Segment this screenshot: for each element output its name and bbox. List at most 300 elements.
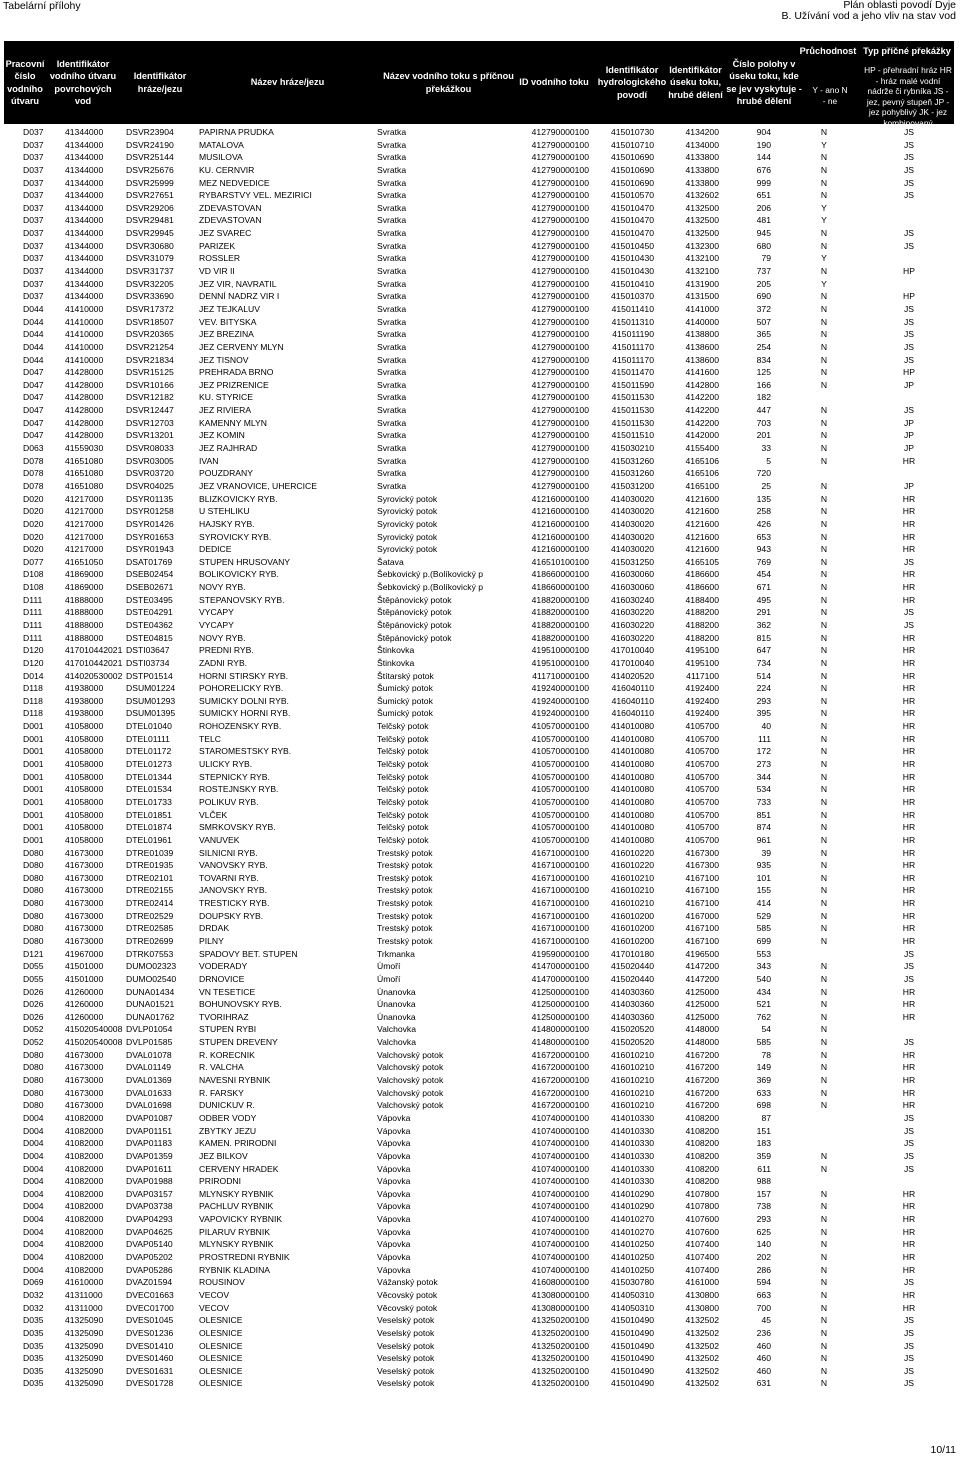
- cell-stream-name: Telčský potok: [377, 721, 429, 732]
- cell-obstacle-type: HR: [902, 1214, 916, 1225]
- cell-work-number: D044: [23, 316, 44, 327]
- cell-weir-name: MUSILOVA: [199, 152, 243, 163]
- table-row: [4, 1112, 954, 1125]
- cell-weir-name: DRNOVICE: [199, 973, 245, 984]
- table-row: [4, 973, 954, 986]
- cell-stream-id: 412160000100: [531, 531, 589, 542]
- cell-work-number: D037: [23, 215, 44, 226]
- cell-obstacle-type: JS: [903, 1112, 915, 1123]
- cell-obstacle-type: HR: [902, 796, 916, 807]
- cell-obstacle-type: JS: [903, 1327, 915, 1338]
- cell-passability: Y: [821, 253, 827, 264]
- cell-obstacle-type: JS: [903, 190, 915, 201]
- cell-stream-name: Veselský potok: [377, 1365, 435, 1376]
- cell-obstacle-type: HP: [903, 291, 915, 302]
- cell-passability: N: [820, 860, 828, 871]
- cell-position-number: 460: [756, 1340, 771, 1351]
- cell-work-number: D069: [23, 1277, 44, 1288]
- cell-section-id: 4125000: [685, 1011, 719, 1022]
- cell-stream-name: Trestský potok: [377, 936, 433, 946]
- cell-weir-name: NOVY RYB.: [199, 632, 246, 643]
- cell-weir-id: DVAP05286: [126, 1264, 173, 1275]
- cell-basin-id: 415010490: [610, 1365, 654, 1376]
- cell-section-id: 4147200: [685, 961, 719, 972]
- cell-obstacle-type: HR: [902, 1100, 916, 1111]
- table-row: [4, 1049, 954, 1062]
- table-row: [4, 745, 954, 758]
- cell-stream-id: 414800000100: [531, 1037, 589, 1048]
- cell-work-number: D080: [23, 1087, 44, 1098]
- table-header: [4, 41, 954, 128]
- cell-passability: N: [820, 1353, 828, 1364]
- cell-stream-id: 412790000100: [531, 405, 589, 416]
- cell-basin-id: 416010200: [610, 910, 654, 921]
- cell-stream-id: 410570000100: [531, 721, 589, 732]
- cell-weir-id: DVLP01054: [126, 1024, 173, 1035]
- cell-basin-id: 415010430: [610, 266, 654, 277]
- cell-water-body-id: 41651050: [65, 556, 104, 567]
- cell-weir-id: DSTE03495: [126, 594, 173, 605]
- cell-work-number: D080: [23, 872, 44, 883]
- cell-stream-name: Trestský potok: [377, 872, 433, 883]
- cell-position-number: 935: [756, 860, 771, 871]
- table-row: [4, 442, 954, 455]
- cell-weir-id: DSYR01135: [126, 493, 174, 504]
- table-row: [4, 1226, 954, 1239]
- cell-obstacle-type: HR: [902, 1226, 916, 1237]
- cell-water-body-id: 41344000: [65, 152, 104, 163]
- table-row: [4, 1150, 954, 1163]
- cell-passability: N: [820, 480, 828, 491]
- cell-water-body-id: 41058000: [65, 822, 104, 833]
- cell-stream-id: 410740000100: [531, 1150, 589, 1161]
- cell-water-body-id: 41260000: [65, 1011, 104, 1022]
- cell-basin-id: 415011510: [611, 430, 654, 441]
- cell-water-body-id: 41082000: [65, 1188, 104, 1199]
- cell-weir-name: JEZ RAJHRAD: [199, 443, 258, 454]
- cell-weir-id: DTEL01111: [126, 733, 170, 744]
- cell-section-id: 4165106: [685, 455, 719, 466]
- cell-weir-id: DVAP01087: [126, 1112, 173, 1123]
- cell-obstacle-type: HR: [902, 544, 916, 555]
- cell-basin-id: 415010450: [610, 240, 654, 251]
- cell-stream-name: Štinkovka: [377, 645, 415, 656]
- cell-obstacle-type: HR: [902, 708, 916, 719]
- cell-weir-name: VYCAPY: [199, 607, 234, 618]
- cell-position-number: 481: [756, 215, 771, 226]
- cell-stream-name: Trestský potok: [377, 923, 433, 934]
- cell-passability: N: [820, 190, 828, 201]
- cell-stream-name: Svratka: [377, 480, 407, 491]
- cell-stream-name: Vážanský potok: [377, 1277, 438, 1288]
- cell-water-body-id: 41344000: [65, 228, 104, 239]
- cell-obstacle-type: JS: [903, 1277, 915, 1288]
- cell-stream-name: Veselský potok: [377, 1353, 435, 1364]
- cell-basin-id: 415010470: [610, 215, 654, 226]
- cell-weir-name: PACHLUV RYBNIK: [199, 1201, 274, 1212]
- table-row: [4, 1125, 954, 1138]
- cell-weir-id: DVES01410: [126, 1340, 174, 1351]
- cell-basin-id: 414010250: [610, 1239, 654, 1250]
- document-header-right: [781, 0, 956, 22]
- cell-section-id: 4121600: [685, 506, 719, 517]
- cell-obstacle-type: JS: [903, 973, 915, 984]
- cell-weir-id: DTRK07553: [126, 948, 174, 959]
- cell-section-id: 4132500: [685, 215, 719, 226]
- cell-section-id: 4147200: [685, 973, 719, 984]
- cell-work-number: D111: [23, 594, 43, 605]
- cell-passability: N: [820, 910, 828, 921]
- cell-obstacle-type: HR: [902, 582, 916, 593]
- table-row: [4, 543, 954, 556]
- table-row: [4, 404, 954, 417]
- cell-stream-name: Syrovický potok: [377, 544, 438, 555]
- cell-section-id: 4105700: [685, 721, 719, 732]
- cell-water-body-id: 41082000: [65, 1176, 104, 1187]
- cell-section-id: 4132502: [685, 1327, 719, 1338]
- cell-weir-id: DVAL01369: [126, 1075, 172, 1086]
- cell-water-body-id: 41344000: [65, 164, 104, 175]
- cell-water-body-id: 41082000: [65, 1252, 104, 1263]
- cell-stream-id: 410740000100: [531, 1252, 589, 1263]
- cell-obstacle-type: HR: [902, 1188, 916, 1199]
- cell-stream-name: Telčský potok: [377, 822, 429, 833]
- cell-position-number: 140: [756, 1239, 771, 1250]
- col-header-work-number: Pracovní číslo vodního útvaru: [5, 58, 45, 106]
- cell-water-body-id: 414020530002: [65, 670, 123, 681]
- cell-work-number: D026: [23, 999, 44, 1010]
- cell-stream-name: Vápovka: [377, 1150, 411, 1161]
- cell-stream-id: 410570000100: [531, 771, 589, 782]
- cell-section-id: 4105700: [685, 759, 719, 770]
- cell-stream-name: Svratka: [377, 468, 407, 479]
- cell-stream-id: 412790000100: [531, 202, 589, 213]
- cell-work-number: D078: [23, 480, 44, 491]
- table-row: [4, 1099, 954, 1112]
- cell-basin-id: 415011470: [611, 367, 654, 378]
- cell-water-body-id: 41058000: [65, 784, 104, 795]
- cell-basin-id: 415010490: [610, 1340, 654, 1351]
- cell-water-body-id: 41311000: [65, 1302, 103, 1313]
- cell-passability: N: [820, 379, 828, 390]
- cell-water-body-id: 41673000: [65, 936, 104, 946]
- cell-work-number: D020: [23, 544, 44, 555]
- cell-stream-name: Štěpánovický potok: [377, 607, 452, 618]
- cell-work-number: D047: [23, 417, 44, 428]
- cell-position-number: 54: [761, 1024, 771, 1035]
- cell-obstacle-type: HR: [902, 872, 916, 883]
- cell-position-number: 611: [757, 1163, 771, 1174]
- cell-stream-id: 419240000100: [531, 683, 589, 694]
- cell-section-id: 4167200: [685, 1049, 719, 1060]
- cell-section-id: 4132502: [685, 1353, 719, 1364]
- cell-basin-id: 415011530: [611, 417, 654, 428]
- cell-passability: N: [820, 443, 828, 454]
- cell-passability: N: [820, 405, 828, 416]
- cell-basin-id: 414010080: [610, 771, 654, 782]
- cell-stream-name: Syrovický potok: [377, 531, 438, 542]
- cell-passability: N: [820, 695, 828, 706]
- cell-work-number: D052: [23, 1037, 44, 1048]
- cell-basin-id: 415030210: [610, 443, 654, 454]
- cell-work-number: D047: [23, 430, 44, 441]
- cell-section-id: 4142200: [685, 417, 719, 428]
- cell-obstacle-type: HP: [903, 266, 915, 277]
- cell-position-number: 507: [756, 316, 771, 327]
- cell-passability: N: [820, 354, 828, 365]
- cell-stream-id: 416710000100: [531, 936, 589, 946]
- cell-work-number: D037: [23, 202, 44, 213]
- table-row: [4, 771, 954, 784]
- cell-section-id: 4105700: [685, 784, 719, 795]
- cell-passability: N: [820, 708, 828, 719]
- cell-weir-id: DVES01631: [126, 1365, 174, 1376]
- cell-position-number: 172: [756, 746, 771, 757]
- cell-section-id: 4125000: [685, 999, 719, 1010]
- cell-weir-id: DVEC01663: [126, 1289, 174, 1300]
- col-header-position-number: Číslo polohy v úseku toku, kde se jev vyskytuje - hrubé dělení: [726, 58, 802, 106]
- table-row: [4, 1327, 954, 1340]
- cell-stream-name: Šumický potok: [377, 708, 433, 719]
- cell-stream-name: Svratka: [377, 152, 407, 163]
- cell-stream-name: Trkmanka: [377, 948, 415, 959]
- cell-water-body-id: 41673000: [65, 885, 104, 896]
- cell-water-body-id: 41082000: [65, 1112, 104, 1123]
- table-row: [4, 316, 954, 329]
- cell-weir-id: DUNA01762: [126, 1011, 175, 1022]
- cell-water-body-id: 41673000: [65, 923, 104, 934]
- cell-passability: N: [820, 329, 828, 340]
- cell-basin-id: 416030060: [610, 569, 654, 580]
- table-row: [4, 252, 954, 265]
- cell-passability: N: [820, 240, 828, 251]
- cell-weir-name: NOVY RYB.: [199, 582, 246, 593]
- cell-position-number: 254: [756, 341, 771, 352]
- cell-obstacle-type: HR: [902, 923, 916, 934]
- cell-work-number: D001: [23, 784, 44, 795]
- cell-basin-id: 416030240: [610, 594, 654, 605]
- cell-work-number: D037: [23, 278, 44, 289]
- table-row: [4, 1074, 954, 1087]
- cell-passability: N: [820, 657, 828, 668]
- cell-water-body-id: 41344000: [65, 291, 104, 302]
- cell-work-number: D108: [23, 569, 44, 580]
- cell-stream-id: 412790000100: [531, 316, 589, 327]
- table-row: [4, 391, 954, 404]
- cell-position-number: 738: [756, 1201, 771, 1212]
- cell-basin-id: 414010080: [610, 784, 654, 795]
- cell-water-body-id: 41058000: [65, 796, 104, 807]
- cell-basin-id: 414010270: [610, 1214, 654, 1225]
- cell-work-number: D080: [23, 1049, 44, 1060]
- cell-obstacle-type: JS: [903, 1315, 915, 1326]
- cell-work-number: D080: [23, 936, 44, 946]
- cell-section-id: 4167300: [685, 847, 719, 858]
- cell-stream-name: Štěpánovický potok: [377, 594, 452, 605]
- cell-section-id: 4167100: [685, 923, 719, 934]
- cell-passability: N: [820, 670, 828, 681]
- cell-water-body-id: 41559030: [65, 443, 104, 454]
- cell-weir-id: DSTE04362: [126, 619, 173, 630]
- cell-position-number: 769: [756, 556, 771, 567]
- table-row: [4, 265, 954, 278]
- cell-water-body-id: 41217000: [65, 518, 104, 529]
- table-row: [4, 948, 954, 961]
- cell-passability: N: [820, 164, 828, 175]
- cell-weir-name: JEZ VRANOVICE, UHERCICE: [199, 480, 317, 491]
- cell-obstacle-type: HR: [902, 721, 916, 732]
- cell-section-id: 4165105: [685, 556, 719, 567]
- cell-basin-id: 417010040: [610, 657, 654, 668]
- cell-water-body-id: 41058000: [65, 733, 104, 744]
- cell-position-number: 851: [756, 809, 771, 820]
- table-row: [4, 214, 954, 227]
- cell-passability: N: [820, 632, 828, 643]
- cell-weir-name: JEZ BREZINA: [199, 329, 254, 340]
- cell-stream-name: Vápovka: [377, 1252, 411, 1263]
- table-row: [4, 1302, 954, 1315]
- cell-water-body-id: 41344000: [65, 190, 104, 201]
- cell-passability: N: [820, 619, 828, 630]
- table-row: [4, 1377, 954, 1390]
- cell-weir-name: VD VIR II: [199, 266, 235, 277]
- cell-water-body-id: 41082000: [65, 1226, 104, 1237]
- cell-weir-name: TVORIHRAZ: [199, 1011, 249, 1022]
- cell-obstacle-type: JS: [903, 354, 915, 365]
- cell-position-number: 87: [761, 1112, 771, 1123]
- table-row: [4, 632, 954, 645]
- cell-water-body-id: 41673000: [65, 1075, 104, 1086]
- cell-water-body-id: 41344000: [65, 139, 104, 150]
- cell-work-number: D037: [23, 266, 44, 277]
- cell-weir-id: DVAZ01594: [126, 1277, 173, 1288]
- table-row: [4, 594, 954, 607]
- cell-water-body-id: 417010442021: [65, 657, 123, 668]
- cell-passability: N: [820, 341, 828, 352]
- cell-basin-id: 414030360: [610, 1011, 654, 1022]
- cell-weir-name: OLESNICE: [199, 1365, 243, 1376]
- cell-weir-id: DSTE04291: [126, 607, 173, 618]
- cell-work-number: D020: [23, 506, 44, 517]
- cell-position-number: 495: [756, 594, 771, 605]
- cell-work-number: D118: [23, 683, 43, 694]
- cell-weir-name: MLYNSKY RYBNIK: [199, 1188, 274, 1199]
- cell-position-number: 205: [756, 278, 771, 289]
- cell-stream-id: 419510000100: [531, 657, 589, 668]
- cell-position-number: 151: [756, 1125, 771, 1136]
- cell-section-id: 4108200: [685, 1176, 719, 1187]
- cell-work-number: D032: [23, 1302, 44, 1313]
- cell-work-number: D001: [23, 834, 44, 845]
- cell-position-number: 625: [756, 1226, 771, 1237]
- cell-basin-id: 415020520: [610, 1037, 654, 1048]
- cell-basin-id: 414030020: [610, 493, 654, 504]
- cell-stream-id: 416720000100: [531, 1087, 589, 1098]
- cell-weir-name: JANOVSKY RYB.: [199, 885, 267, 896]
- cell-basin-id: 415010490: [610, 1327, 654, 1338]
- cell-stream-name: Svratka: [377, 127, 407, 137]
- cell-weir-name: STAROMESTSKY RYB.: [199, 746, 292, 757]
- cell-weir-id: DTEL01172: [126, 746, 172, 757]
- cell-stream-id: 410740000100: [531, 1239, 589, 1250]
- cell-basin-id: 415011310: [611, 316, 654, 327]
- cell-stream-id: 413250200100: [531, 1378, 589, 1389]
- cell-stream-id: 419590000100: [531, 948, 589, 959]
- cell-stream-id: 410570000100: [531, 746, 589, 757]
- cell-weir-id: DSUM01395: [126, 708, 176, 719]
- cell-stream-name: Trestský potok: [377, 910, 433, 921]
- table-row: [4, 303, 954, 316]
- cell-position-number: 529: [756, 910, 771, 921]
- cell-basin-id: 416010210: [610, 1100, 654, 1111]
- cell-stream-id: 412790000100: [531, 329, 589, 340]
- cell-water-body-id: 41428000: [65, 379, 104, 390]
- cell-obstacle-type: HR: [902, 455, 916, 466]
- cell-basin-id: 414010080: [610, 759, 654, 770]
- table-row: [4, 417, 954, 430]
- obstacle-type-legend: HP - přehradní hráz HR - hráz malé vodní nádrže či rybníka JS - jez, pevný stupeň JP - jez pohyblivý JK - jez kombinovaný: [864, 65, 952, 128]
- cell-passability: N: [820, 999, 828, 1010]
- cell-passability: N: [820, 1075, 828, 1086]
- cell-water-body-id: 41082000: [65, 1163, 104, 1174]
- cell-section-id: 4121600: [685, 493, 719, 504]
- cell-section-id: 4134200: [685, 127, 719, 137]
- cell-section-id: 4186600: [685, 582, 719, 593]
- cell-water-body-id: 41428000: [65, 392, 104, 403]
- cell-work-number: D055: [23, 961, 44, 972]
- cell-passability: N: [820, 1062, 828, 1073]
- cell-work-number: D108: [23, 582, 44, 593]
- cell-obstacle-type: HR: [902, 999, 916, 1010]
- cell-stream-id: 412160000100: [531, 544, 589, 555]
- cell-weir-id: DVAP01183: [126, 1138, 173, 1149]
- cell-weir-id: DVEC01700: [126, 1302, 174, 1313]
- cell-position-number: 293: [756, 1214, 771, 1225]
- cell-stream-id: 414700000100: [531, 961, 589, 972]
- cell-weir-name: DRDAK: [199, 923, 230, 934]
- cell-basin-id: 415031250: [610, 556, 654, 567]
- cell-weir-name: HAJSKY RYB.: [199, 518, 255, 529]
- cell-basin-id: 415010730: [610, 127, 654, 137]
- cell-weir-name: BOHUNOVSKY RYB.: [199, 999, 282, 1010]
- cell-stream-name: Svratka: [377, 354, 407, 365]
- cell-weir-name: VLČEK: [199, 809, 228, 820]
- cell-water-body-id: 41082000: [65, 1125, 104, 1136]
- cell-basin-id: 414010290: [610, 1201, 654, 1212]
- cell-basin-id: 416040110: [611, 708, 654, 719]
- cell-passability: N: [820, 1315, 828, 1326]
- cell-position-number: 426: [756, 518, 771, 529]
- cell-work-number: D044: [23, 303, 44, 314]
- cell-stream-id: 410570000100: [531, 822, 589, 833]
- table-row: [4, 177, 954, 190]
- chapter-title: B. Užívání vod a jeho vliv na stav vod: [781, 10, 956, 22]
- cell-work-number: D080: [23, 898, 44, 909]
- cell-work-number: D004: [23, 1264, 44, 1275]
- cell-work-number: D047: [23, 405, 44, 416]
- cell-stream-id: 416080000100: [531, 1277, 589, 1288]
- cell-section-id: 4167200: [685, 1075, 719, 1086]
- cell-section-id: 4107400: [685, 1239, 719, 1250]
- cell-weir-id: DTEL01874: [126, 822, 172, 833]
- cell-passability: N: [820, 809, 828, 820]
- cell-stream-id: 412790000100: [531, 253, 589, 264]
- cell-work-number: D020: [23, 531, 44, 542]
- cell-position-number: 182: [756, 392, 771, 403]
- cell-weir-name: KU. STYRICE: [199, 392, 253, 403]
- cell-water-body-id: 41673000: [65, 1100, 104, 1111]
- cell-position-number: 460: [756, 1365, 771, 1376]
